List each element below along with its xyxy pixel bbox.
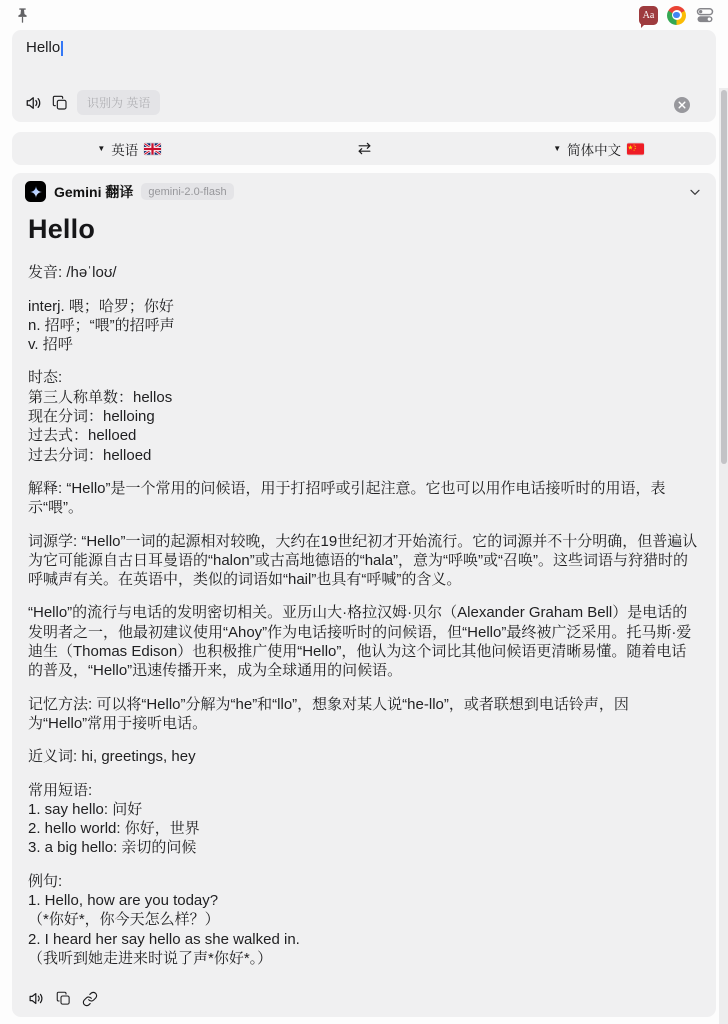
tense-line: 过去式：helloed [28, 427, 137, 445]
query-input-card [12, 30, 716, 122]
pronunciation-line: 发音: /həˈloʊ/ [28, 264, 117, 282]
tense-line: 第三人称单数：hellos [28, 388, 173, 406]
synonyms-line: 近义词: hi, greetings, hey [28, 748, 196, 766]
chrome-icon-center [672, 10, 682, 20]
china-flag-icon [627, 143, 644, 155]
speaker-icon[interactable] [25, 94, 43, 112]
pos-line: v. 招呼 [28, 336, 73, 354]
model-badge: gemini-2.0-flash [141, 183, 233, 200]
headword: Hello [28, 214, 96, 244]
copy-icon[interactable] [56, 991, 71, 1006]
phrases-block [28, 781, 700, 858]
translation-result-card [12, 173, 716, 1017]
query-input[interactable] [12, 30, 716, 65]
clear-input-button[interactable] [674, 97, 690, 113]
language-bar [12, 132, 716, 165]
window-titlebar [0, 0, 728, 30]
query-text: Hello [26, 39, 61, 56]
examples-heading: 例句: [28, 872, 63, 890]
tense-line: 过去分词：helloed [28, 446, 152, 464]
swap-languages-button[interactable] [247, 140, 482, 157]
chevron-down-icon: ▼ [553, 144, 562, 153]
phrase-line: 2. hello world: 你好，世界 [28, 820, 200, 838]
input-toolbar [25, 90, 160, 115]
chevron-down-icon: ▼ [97, 144, 106, 153]
dictionary-app-icon[interactable]: Aa [639, 6, 658, 25]
chrome-app-icon[interactable] [667, 6, 686, 25]
gemini-logo-icon [25, 181, 46, 202]
tense-block [28, 368, 700, 464]
history-paragraph: “Hello”的流行与电话的发明密切相关。亚历山大·格拉汉姆·贝尔（Alexander Graham Bell）是电话的发明者之一，他最初建议使用“Ahoy”作为电话接听时的问候语，但“Hello”最终被广泛采用。托马斯·爱迪生（Thomas Edison）也积极推广使用“Hello”，他认为这个词比其他问候语更清晰易懂。随着电话的普及，“Hello”迅速传播开来，成为全球通用的问候语。 [28, 604, 692, 680]
pos-line: interj. 喂；哈罗；你好 [28, 297, 174, 315]
uk-flag-icon [144, 143, 161, 155]
result-toolbar [12, 982, 716, 1011]
etymology-paragraph: 词源学: “Hello”一词的起源相对较晚，大约在19世纪初才开始流行。它的词源并不十分明确，但普遍认为它可能源自古日耳曼语的“halon”或古高地德语的“hala”，意为“呼唤”或“召唤”。这些词语与狩猎时的呼喊声有关。在英语中，类似的词语如“hail”也具有“呼喊”的含义。 [28, 532, 698, 589]
pos-block [28, 297, 700, 355]
detected-language-badge[interactable]: 识别为 英语 [77, 90, 160, 115]
source-language-label: 英语 [111, 142, 139, 158]
target-language-label: 简体中文 [567, 142, 622, 158]
tense-heading: 时态: [28, 369, 63, 387]
link-icon[interactable] [82, 991, 98, 1007]
copy-icon[interactable] [52, 95, 68, 111]
examples-block [28, 872, 700, 968]
target-language-selector[interactable] [481, 139, 716, 159]
phrase-line: 1. say hello: 问好 [28, 800, 143, 818]
explanation-paragraph: 解释: “Hello”是一个常用的问候语，用于打招呼或引起注意。它也可以用作电话接听时的用语，表示“喂”。 [28, 479, 666, 517]
pos-line: n. 招呼；“喂”的招呼声 [28, 316, 175, 334]
example-translation-line: （*你好*，你今天怎么样？） [28, 911, 220, 929]
text-caret [61, 41, 63, 56]
translation-text [12, 214, 716, 968]
swap-arrows-icon [356, 140, 373, 157]
memory-paragraph: 记忆方法: 可以将“Hello”分解为“he”和“llo”，想象对某人说“he-llo”，或者联想到电话铃声，因为“Hello”常用于接听电话。 [28, 695, 629, 732]
collapse-chevron-icon[interactable] [687, 184, 703, 200]
source-language-selector[interactable] [12, 139, 247, 159]
scrollbar-thumb[interactable] [721, 90, 727, 464]
pin-icon[interactable] [13, 6, 32, 25]
phrase-line: 3. a big hello: 亲切的问候 [28, 839, 197, 857]
speaker-icon[interactable] [28, 990, 45, 1007]
tense-line: 现在分词：helloing [28, 408, 155, 426]
example-translation-line: （我听到她走进来时说了声*你好*。） [28, 949, 273, 967]
service-header[interactable] [12, 173, 716, 208]
scrollbar-track [719, 88, 728, 1024]
example-line: 1. Hello, how are you today? [28, 892, 219, 910]
phrases-heading: 常用短语: [28, 781, 93, 799]
example-line: 2. I heard her say hello as she walked in. [28, 930, 300, 948]
service-name: Gemini 翻译 [54, 183, 134, 200]
settings-toggles-icon[interactable] [695, 5, 715, 25]
